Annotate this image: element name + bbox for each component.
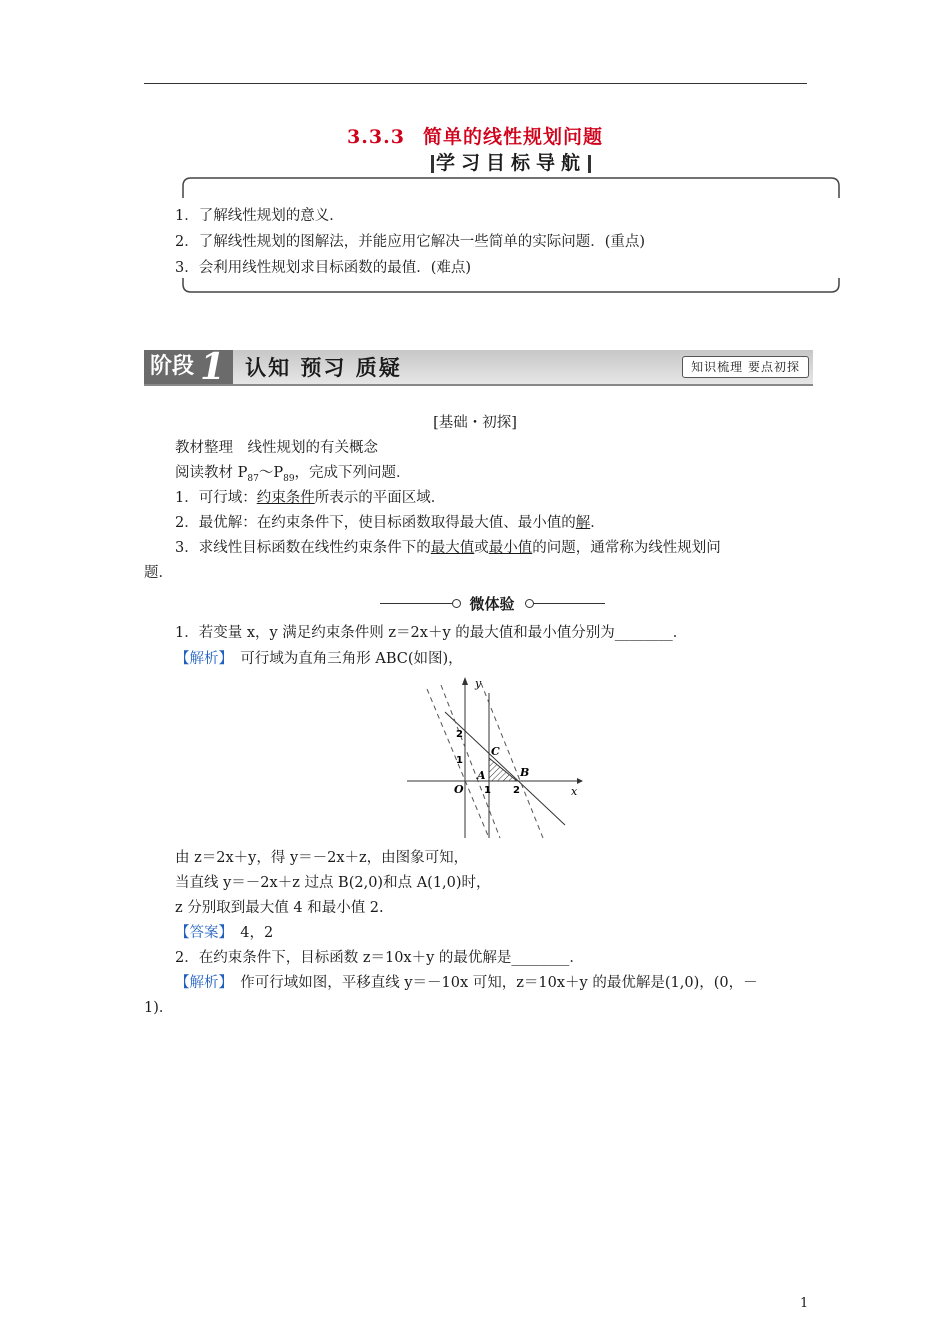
answer-tag: 【答案】 (175, 925, 226, 941)
feasible-region-graph (405, 675, 585, 840)
q1-step-3: z 分别取到最大值 4 和最小值 2. (175, 900, 384, 916)
reading-instruction: 阅读教材 $P_{87}\sim P_{89}$，完成下列问题． (175, 465, 411, 484)
goal-banner-text: 学习目标导航 (435, 152, 586, 174)
stage-tag: 阶段 (144, 350, 198, 384)
section-number: 3.3.3 (347, 126, 405, 148)
stage-badge: 知识梳理 要点初探 (682, 356, 809, 378)
section-heading: 简单的线性规划问题 (422, 126, 603, 148)
definition-3: 3．求线性目标函数在线性约束条件下的最大值或最小值的问题，通常称为线性规划问 (175, 540, 721, 556)
definition-1: 1．可行域：约束条件所表示的平面区域． (175, 490, 446, 506)
analysis-tag: 【解析】 (175, 651, 226, 667)
q1-analysis: 【解析】 可行域为直角三角形 ABC(如图)， (175, 651, 463, 667)
definition-2: 2．最优解：在约束条件下，使目标函数取得最大值、最小值的解． (175, 515, 605, 531)
q2-analysis-cont: 1)． (144, 1000, 174, 1016)
stage-title: 认知 预习 质疑 (245, 356, 402, 380)
stage-number: 1 (198, 350, 233, 384)
goal-list (175, 203, 645, 281)
goal-item: 1．了解线性规划的意义． (175, 208, 344, 224)
page-number: 1 (800, 1296, 809, 1311)
q1-step-1: 由 z＝2x＋y，得 y＝－2x＋z，由图象可知， (175, 850, 469, 866)
goal-banner (424, 150, 598, 176)
svg-text:1: 1 (456, 755, 463, 766)
q1-step-2: 当直线 y＝－2x＋z 过点 B(2,0)和点 A(1,0)时， (175, 875, 491, 891)
basics-heading: [基础・初探] (433, 415, 517, 431)
svg-text:1: 1 (484, 785, 491, 796)
svg-text:A: A (477, 769, 486, 782)
svg-text:2: 2 (456, 729, 463, 740)
header-rule (144, 83, 807, 84)
q2-analysis: 【解析】 作可行域如图，平移直线 y＝－10x 可知，z＝10x＋y 的最优解是(1,0)，(0，－ (175, 975, 758, 991)
svg-text:O: O (454, 783, 464, 796)
svg-text:x: x (571, 785, 578, 798)
svg-text:2: 2 (513, 785, 520, 796)
q1-answer: 【答案】 4，2 (175, 925, 274, 941)
question-1: 1．若变量 x，y 满足约束条件则 z＝2x＋y 的最大值和最小值分别为________． (175, 625, 688, 641)
material-title: 教材整理 线性规划的有关概念 (175, 440, 378, 456)
svg-text:y: y (475, 677, 482, 690)
svg-text:B: B (520, 766, 530, 779)
svg-text:C: C (491, 745, 500, 758)
question-2: 2．在约束条件下，目标函数 z＝10x＋y 的最优解是________． (175, 950, 584, 966)
goal-item: 3．会利用线性规划求目标函数的最值．(难点) (175, 260, 472, 276)
section-title (0, 122, 950, 149)
line-x-plus-y-equals-2 (445, 712, 565, 825)
analysis-tag: 【解析】 (175, 975, 226, 991)
goal-item: 2．了解线性规划的图解法，并能应用它解决一些简单的实际问题．(重点) (175, 234, 646, 250)
stage-bar (144, 346, 813, 388)
mini-experience-title: 微体验 (380, 593, 604, 613)
definition-3-cont: 题． (144, 565, 173, 581)
